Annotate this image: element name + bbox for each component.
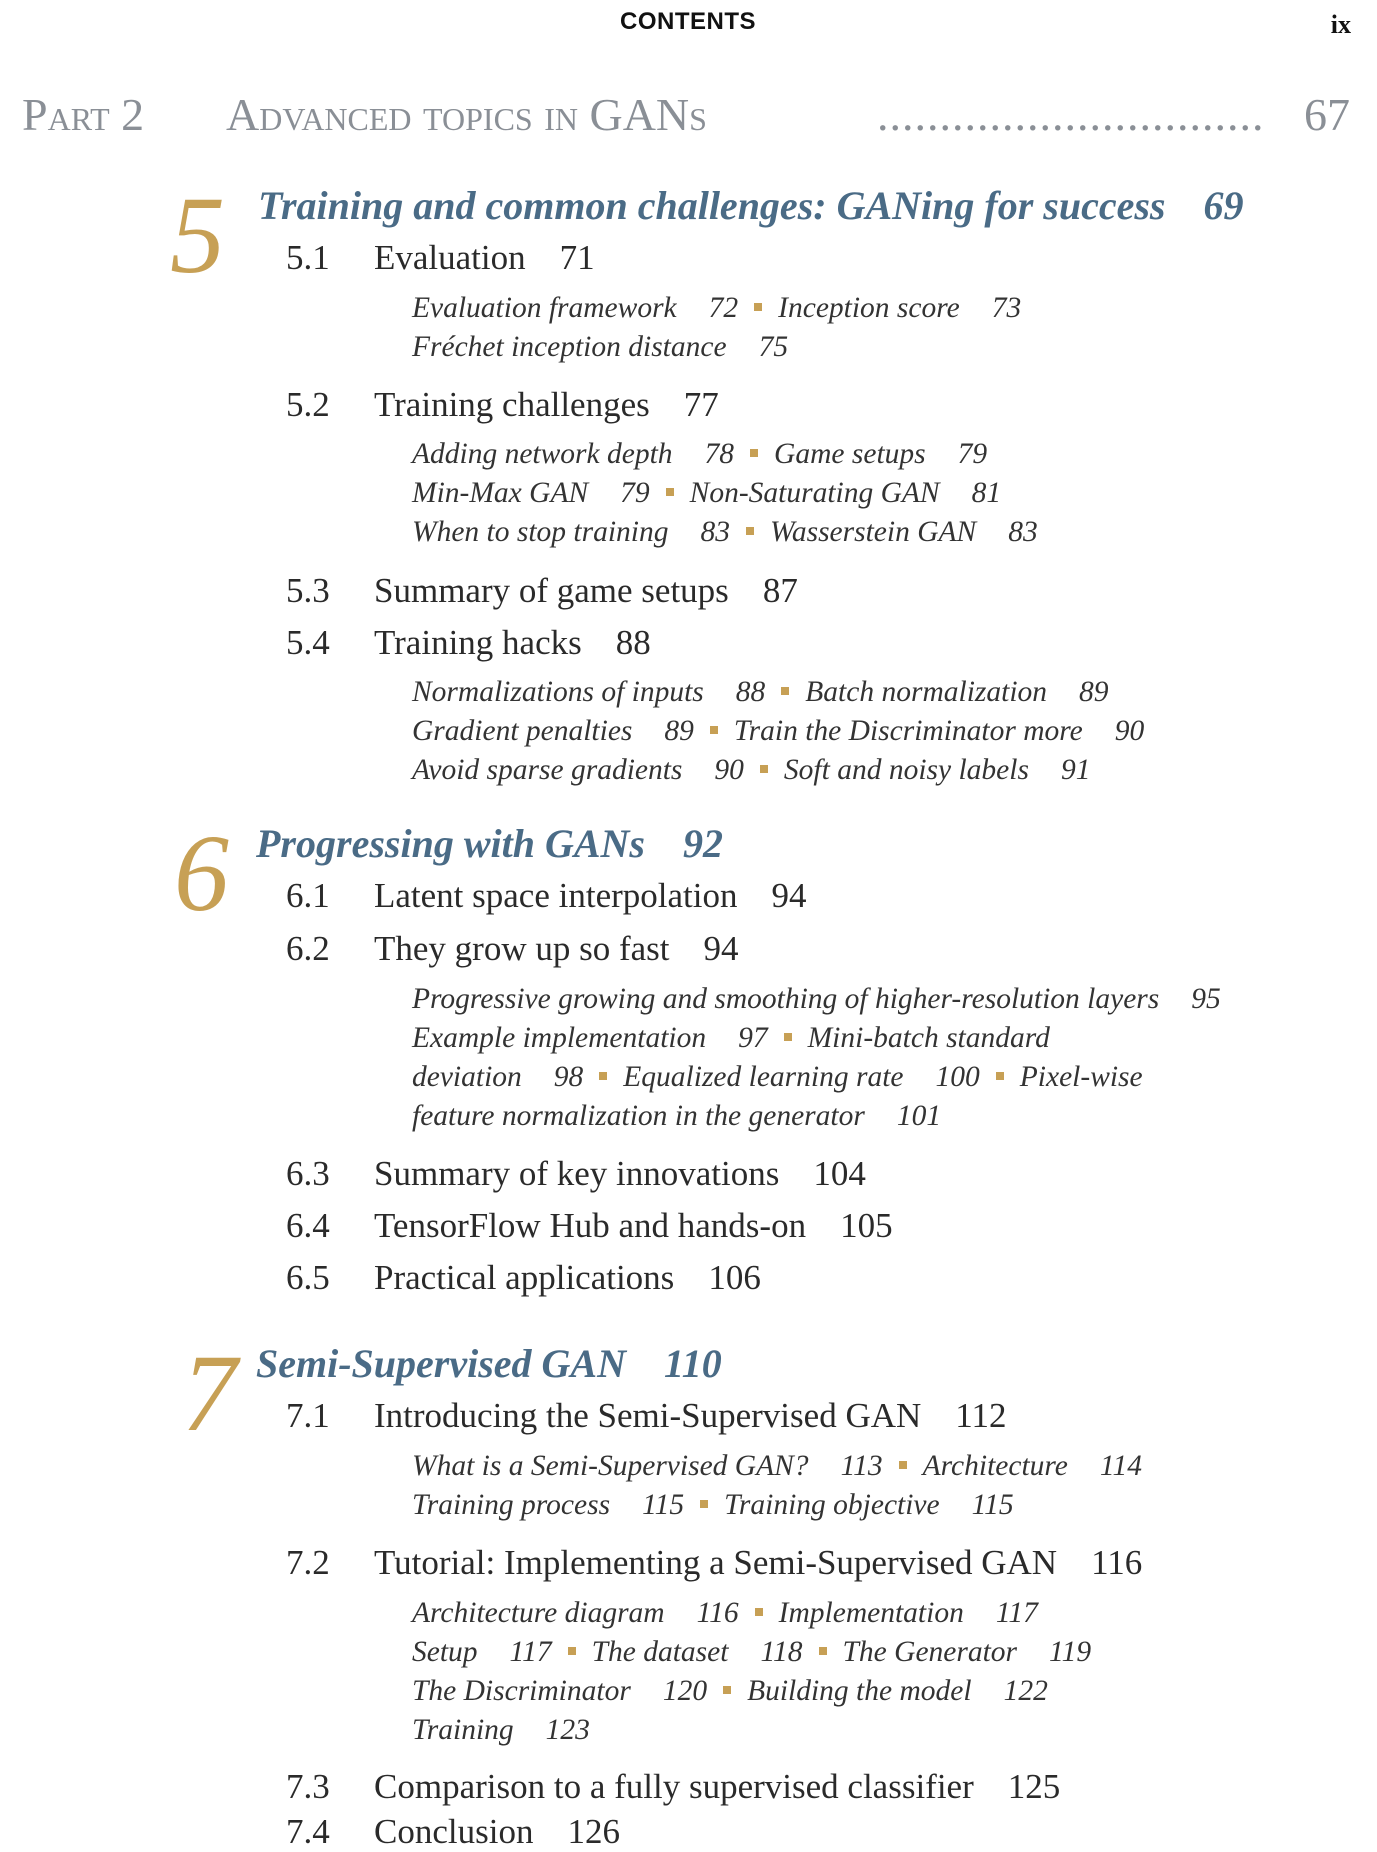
subsection-page: 83 [700, 516, 730, 548]
subsection-title[interactable]: Game setups [774, 438, 926, 470]
square-bullet-icon [666, 488, 674, 496]
subsection-title[interactable]: deviation [412, 1061, 522, 1093]
subsection-page: 116 [696, 1597, 739, 1629]
subsection-line [412, 1061, 1143, 1094]
subsection-title[interactable]: Building the model [747, 1675, 972, 1707]
subsection-title[interactable]: Evaluation framework [412, 292, 677, 324]
section-row[interactable] [286, 1543, 1142, 1583]
subsection-page: 119 [1049, 1636, 1092, 1668]
chapter-title: Semi-Supervised GAN [256, 1341, 626, 1386]
section-page: 104 [813, 1154, 866, 1193]
section-number: 5.3 [286, 571, 330, 610]
subsection-title[interactable]: The dataset [591, 1636, 729, 1668]
subsection-page: 117 [509, 1636, 552, 1668]
subsection-title[interactable]: Fréchet inception distance [412, 331, 727, 363]
subsection-page: 89 [664, 715, 694, 747]
chapter-page: 110 [664, 1341, 722, 1386]
subsection-page: 115 [642, 1489, 685, 1521]
subsection-title[interactable]: Min-Max GAN [412, 477, 589, 509]
subsection-title[interactable]: Architecture [922, 1450, 1068, 1482]
running-header [0, 4, 1377, 40]
subsection-line [412, 292, 1021, 325]
section-page: 87 [762, 571, 798, 610]
square-bullet-icon [784, 1033, 792, 1041]
subsection-page: 117 [995, 1597, 1038, 1629]
section-title: Latent space interpolation [374, 876, 738, 915]
section-row[interactable] [286, 1396, 1006, 1436]
square-bullet-icon [723, 1686, 731, 1694]
subsection-page: 89 [1079, 676, 1109, 708]
subsection-line [412, 715, 1144, 748]
section-row[interactable] [286, 876, 806, 916]
square-bullet-icon [754, 303, 762, 311]
subsection-title[interactable]: Inception score [778, 292, 960, 324]
subsection-line [412, 1597, 1038, 1630]
subsection-page: 97 [738, 1022, 768, 1054]
subsection-page: 75 [758, 331, 789, 363]
section-row[interactable] [286, 238, 595, 278]
subsection-page: 79 [957, 438, 988, 470]
subsection-line [412, 1489, 1014, 1522]
section-number: 6.1 [286, 876, 330, 915]
subsection-title[interactable]: Training [412, 1714, 514, 1746]
section-number: 6.5 [286, 1258, 330, 1297]
chapter-title-row[interactable] [258, 182, 1243, 229]
subsection-page: 120 [662, 1675, 708, 1707]
section-row[interactable] [286, 929, 739, 969]
section-page: 77 [683, 385, 719, 424]
subsection-title[interactable]: Adding network depth [412, 438, 673, 470]
chapter-page: 69 [1203, 183, 1244, 228]
subsection-title[interactable]: Training process [412, 1489, 611, 1521]
section-title: Training hacks [374, 623, 582, 662]
square-bullet-icon [755, 1608, 763, 1616]
chapter-page: 92 [682, 821, 723, 866]
section-title: Training challenges [374, 385, 650, 424]
subsection-page: 81 [971, 477, 1002, 509]
subsection-line [412, 754, 1090, 787]
section-number: 6.3 [286, 1154, 330, 1193]
subsection-title[interactable]: Setup [412, 1636, 478, 1668]
square-bullet-icon [746, 527, 754, 535]
section-page: 105 [840, 1206, 893, 1245]
subsection-page: 95 [1191, 983, 1221, 1015]
subsection-line [412, 1100, 941, 1133]
chapter-number: 7 [182, 1332, 237, 1454]
square-bullet-icon [700, 1500, 708, 1508]
chapter-title: Training and common challenges: GANing for success [258, 183, 1166, 228]
subsection-title[interactable]: Equalized learning rate [623, 1061, 904, 1093]
subsection-line [412, 983, 1221, 1016]
square-bullet-icon [819, 1647, 827, 1655]
section-page: 125 [1007, 1767, 1061, 1806]
section-title: Comparison to a fully supervised classifier [374, 1767, 974, 1806]
subsection-title[interactable]: Wasserstein GAN [769, 516, 977, 548]
subsection-title[interactable]: Soft and noisy labels [783, 754, 1029, 786]
section-number: 5.4 [286, 623, 330, 662]
part-label: Part 2 [22, 89, 145, 140]
subsection-page: 114 [1099, 1450, 1142, 1482]
section-title: Conclusion [374, 1812, 534, 1851]
subsection-title[interactable]: The Discriminator [412, 1675, 631, 1707]
chapter-number: 5 [170, 174, 225, 296]
chapter-title: Progressing with GANs [256, 821, 645, 866]
square-bullet-icon [568, 1647, 576, 1655]
square-bullet-icon [760, 765, 768, 773]
subsection-page: 118 [760, 1636, 803, 1668]
subsection-page: 91 [1060, 754, 1091, 786]
subsection-line [412, 438, 987, 471]
subsection-title[interactable]: Normalizations of inputs [412, 676, 704, 708]
subsection-page: 73 [991, 292, 1022, 324]
part-leader-dots: ............................... [877, 89, 1265, 140]
square-bullet-icon [996, 1072, 1004, 1080]
subsection-page: 78 [704, 438, 735, 470]
subsection-title[interactable]: Pixel-wise [1019, 1061, 1143, 1093]
subsection-line [412, 1675, 1048, 1708]
subsection-title[interactable]: feature normalization in the generator [412, 1100, 865, 1132]
square-bullet-icon [710, 726, 718, 734]
square-bullet-icon [599, 1072, 607, 1080]
section-page: 116 [1091, 1543, 1143, 1582]
subsection-line [412, 1636, 1091, 1669]
running-header-title: CONTENTS [620, 8, 756, 35]
subsection-title[interactable]: Train the Discriminator more [733, 715, 1083, 747]
subsection-page: 98 [553, 1061, 584, 1093]
section-page: 106 [708, 1258, 761, 1297]
square-bullet-icon [899, 1461, 907, 1469]
section-page: 126 [567, 1812, 620, 1851]
square-bullet-icon [750, 449, 758, 457]
subsection-title[interactable]: Progressive growing and smoothing of higher-resolution layers [412, 983, 1160, 1015]
chapter-title-row[interactable] [256, 1340, 722, 1387]
subsection-line [412, 516, 1038, 549]
subsection-title[interactable]: When to stop training [412, 516, 669, 548]
subsection-page: 123 [545, 1714, 590, 1746]
subsection-page: 101 [896, 1100, 942, 1132]
subsection-page: 88 [735, 676, 766, 708]
section-number: 5.1 [286, 238, 330, 277]
section-page: 88 [615, 623, 651, 662]
chapter-title-row[interactable] [256, 820, 723, 867]
section-number: 6.4 [286, 1206, 330, 1245]
section-row[interactable] [286, 1154, 866, 1194]
section-title: Summary of key innovations [374, 1154, 780, 1193]
section-number: 7.3 [286, 1767, 330, 1806]
section-title: Introducing the Semi-Supervised GAN [374, 1396, 922, 1435]
part-page: 67 [1304, 89, 1350, 140]
subsection-page: 79 [620, 477, 650, 509]
section-row[interactable] [286, 1812, 620, 1852]
part-heading [22, 88, 1350, 148]
subsection-page: 72 [708, 292, 739, 324]
subsection-title[interactable]: Gradient penalties [412, 715, 633, 747]
section-number: 7.1 [286, 1396, 330, 1435]
section-title: They grow up so fast [374, 929, 670, 968]
subsection-page: 90 [714, 754, 744, 786]
subsection-title[interactable]: Avoid sparse gradients [412, 754, 683, 786]
section-title: Practical applications [374, 1258, 675, 1297]
subsection-title[interactable]: Implementation [778, 1597, 964, 1629]
subsection-title[interactable]: Architecture diagram [412, 1597, 665, 1629]
subsection-line [412, 1022, 1050, 1055]
section-row[interactable] [286, 385, 719, 425]
subsection-line [412, 1450, 1142, 1483]
section-title: TensorFlow Hub and hands-on [374, 1206, 807, 1245]
subsection-title[interactable]: Non-Saturating GAN [689, 477, 940, 509]
section-row[interactable] [286, 1767, 1060, 1807]
subsection-line [412, 331, 788, 364]
subsection-title[interactable]: What is a Semi-Supervised GAN? [412, 1450, 809, 1482]
subsection-title[interactable]: Mini-batch standard [807, 1022, 1050, 1054]
subsection-page: 90 [1114, 715, 1145, 747]
section-page: 94 [703, 929, 739, 968]
section-row[interactable] [286, 623, 651, 663]
section-number: 5.2 [286, 385, 330, 424]
section-number: 7.2 [286, 1543, 330, 1582]
section-page: 94 [771, 876, 807, 915]
subsection-page: 122 [1003, 1675, 1048, 1707]
section-number: 7.4 [286, 1812, 330, 1851]
subsection-title[interactable]: Batch normalization [805, 676, 1048, 708]
section-row[interactable] [286, 1206, 893, 1246]
subsection-line [412, 676, 1109, 709]
section-title: Summary of game setups [374, 571, 729, 610]
subsection-page: 100 [935, 1061, 980, 1093]
subsection-page: 83 [1008, 516, 1038, 548]
square-bullet-icon [781, 687, 789, 695]
section-row[interactable] [286, 1258, 761, 1298]
section-page: 71 [559, 238, 595, 277]
page-number: ix [1330, 10, 1351, 39]
section-page: 112 [955, 1396, 1007, 1435]
subsection-line [412, 1714, 590, 1747]
part-title: Advanced topics in GANs [226, 89, 707, 140]
section-title: Evaluation [374, 238, 526, 277]
chapter-number: 6 [174, 812, 229, 934]
section-row[interactable] [286, 571, 798, 611]
subsection-line [412, 477, 1001, 510]
subsection-title[interactable]: Training objective [724, 1489, 940, 1521]
subsection-title[interactable]: The Generator [842, 1636, 1018, 1668]
subsection-page: 113 [840, 1450, 883, 1482]
section-number: 6.2 [286, 929, 330, 968]
section-title: Tutorial: Implementing a Semi-Supervised GAN [374, 1543, 1058, 1582]
subsection-page: 115 [971, 1489, 1014, 1521]
subsection-title[interactable]: Example implementation [412, 1022, 707, 1054]
